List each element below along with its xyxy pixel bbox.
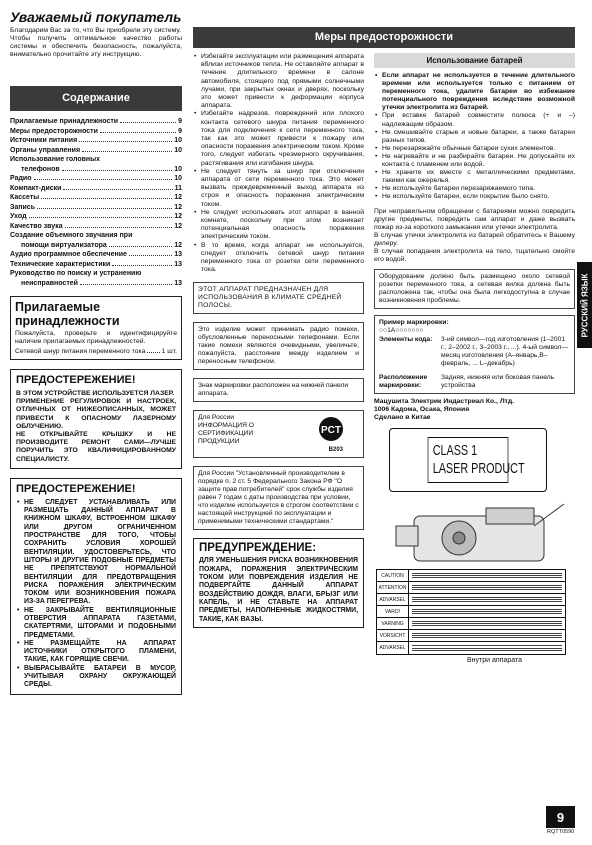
toc-page: 10 [174, 175, 182, 182]
precautions-title: Меры предосторожности [193, 27, 575, 48]
toc-label: Руководство по поиску и устранению [10, 270, 142, 277]
battery-item: • Не используйте батареи, если покрытие было снято. [374, 193, 575, 201]
cert-code: В203 [328, 447, 343, 454]
toc-label: Органы управления [10, 146, 81, 154]
toc-page: 10 [174, 137, 182, 144]
intro-line: Чтобы получить оптимальное качество работы системы и обеспечить безопасность, пожалуйста, внимательно прочитайте эту инструкцию. [10, 35, 182, 58]
warning-label-lang: ADVARSEL [377, 642, 409, 654]
intro-title: Уважаемый покупатель [10, 9, 182, 25]
moisture-warning-title: ПРЕДУПРЕЖДЕНИЕ: [199, 542, 317, 555]
radio-interference-note: Это изделие может принимать радио помехи, обусловленные переносными телефонами. Если такие помехи являются очевидными, увеличьте, пожалуйста, расстояние между изделием и переносным телефоном. [193, 322, 364, 370]
warning-label-row [377, 570, 565, 582]
middle-column [193, 53, 364, 628]
batteries-title: Использование батарей [374, 53, 575, 68]
accessories-text: Пожалуйста, проверьте и идентифицируйте наличие прилагаемых принадлежностей. [15, 330, 177, 345]
intro-text [10, 27, 182, 59]
toc-label: Источники питания [10, 137, 78, 144]
warning-label-row [377, 606, 565, 618]
toc-entry [10, 127, 182, 137]
moisture-warning-text: ДЛЯ УМЕНЬШЕНИЯ РИСКА ВОЗНИКНОВЕНИЯ ПОЖАРА, ПОРАЖЕНИЯ ЭЛЕКТРИЧЕСКИМ ТОКОМ ИЛИ ПОВРЕЖДЕНИЯ ИЗДЕЛИЯ НЕ ПОДВЕРГАЙТЕ ДАННЫЙ АППАРАТ ВОЗДЕЙСТВИЮ ДОЖДЯ, ВЛАГИ, БРЫЗГ ИЛИ КАПЕЛЬ, И НЕ СТАВЬТЕ НА АППАРАТ ПРЕДМЕТЫ, НАПОЛНЕННЫЕ ЖИДКОСТЯМИ, ТАКИЕ, КАК ВАЗЫ. [199, 557, 358, 623]
toc-entry [10, 269, 182, 279]
marking-location-label: Расположение маркировки: [379, 374, 428, 390]
gost-certification-icon [317, 416, 345, 442]
warning-label-lang: ATTENTION [377, 582, 409, 593]
toc-label: Качество звука [10, 222, 63, 230]
warning-label-lang: ADVARSEL [377, 594, 409, 605]
warning-item: • НЕ ЗАКРЫВАЙТЕ ВЕНТИЛЯЦИОННЫЕ ОТВЕРСТИЯ АППАРАТА ГАЗЕТАМИ, СКАТЕРТЯМИ, ШТОРАМИ И ПОДОБНЫМИ ПРЕДМЕТАМИ. [16, 607, 176, 640]
climate-note: ЭТОТ АППАРАТ ПРЕДНАЗНАЧЕН ДЛЯ ИСПОЛЬЗОВАНИЯ В КЛИМАТЕ СРЕДНЕЙ ПОЛОСЫ. [193, 282, 364, 314]
toc-entry [10, 203, 182, 213]
warning-label-row [377, 618, 565, 630]
laser-warning-title: ПРЕДОСТЕРЕЖЕНИЕ! [16, 374, 136, 386]
manufacturer-info [374, 398, 575, 422]
toc-entry [10, 184, 182, 194]
toc-entry [10, 231, 182, 241]
accessories-title: Прилагаемые принадлежности [15, 300, 120, 328]
warning-label-lang: VARNING [377, 618, 409, 629]
warning-item: • НЕ СЛЕДУЕТ УСТАНАВЛИВАТЬ ИЛИ РАЗМЕЩАТЬ ДАННЫЙ АППАРАТ В КНИЖНОМ ШКАФУ, ВСТРОЕННОМ ШКАФУ ИЛИ ДРУГОМ ОГРАНИЧЕННОМ ПРОСТРАНСТВЕ ДЛЯ ТОГО, ЧТОБЫ СОХРАНИТЬ УСЛОВИЯ ХОРОШЕЙ ВЕНТИЛЯЦИИ. УДОСТОВЕРЬТЕСЬ, ЧТО ШТОРЫ И ДРУГИЕ ПОДОБНЫЕ ПРЕДМЕТЫ НЕ ПРЕПЯТСТВУЮТ НОРМАЛЬНОЙ ВЕНТИЛЯЦИИ ДЛЯ ПРЕДОТВРАЩЕНИЯ РИСКА ПОРАЖЕНИЯ ЭЛЕКТРИЧЕСКИМ ТОКОМ ИЛИ ВОЗНИКНОВЕНИЯ ПОЖАРА ИЗ-ЗА ПЕРЕГРЕВА. [16, 499, 176, 607]
toc-entry [10, 146, 182, 156]
toc-entry [10, 165, 182, 175]
toc-label: неисправностей [21, 279, 78, 287]
toc-entry [10, 136, 182, 146]
toc-entry [10, 222, 182, 232]
precaution-item: • Избегайте надрезов, повреждений или плохого контакта сетевого шнура питания переменного тока для подключения к сети переменного тока, так как это может привести к пожару или опасности поражения электрическим током. Кроме того, следует избегать чрезмерного скручивания, растягивания или изгибания шнура. [193, 110, 364, 167]
ventilation-warning-list [16, 499, 176, 690]
warning-label-lang: VARO! [377, 606, 409, 617]
certification-box [193, 410, 364, 458]
toc-label: Прилагаемые принадлежности [10, 118, 119, 125]
intro-line: Благодарим Вас за то, что Вы приобрели эту систему. [10, 27, 181, 34]
cert-line: ПРОДУКЦИИ [198, 438, 240, 446]
service-life-note: Для России "Установленный производителем в порядке п. 2 ст. 5 Федерального Закона РФ "О защите прав потребителей" срок службы изделия равен 7 годам с даты производства при условии, что изделие используется в строгом соответствии с настоящей инструкцией по эксплуатации и применимыми техническими стандартами." [193, 466, 364, 530]
battery-item: • Не используйте батареи перезаряжаемого типа. [374, 185, 575, 193]
svg-text:PCT: PCT [321, 425, 341, 437]
right-column [374, 53, 575, 664]
precautions-list [193, 53, 364, 274]
toc-page: 12 [174, 222, 182, 230]
manufacturer-line: Сделано в Китае [374, 414, 431, 422]
precaution-item: • Не следует использовать этот аппарат в ванной комнате, поскольку при этом возникает потенциальная опасность поражения электрическим током. [193, 209, 364, 242]
warning-label-row [377, 582, 565, 594]
toc-entry [10, 155, 182, 165]
warning-item: • ВЫБРАСЫВАЙТЕ БАТАРЕИ В МУСОР, УЧИТЫВАЯ ОХРАНУ ОКРУЖАЮЩЕЙ СРЕДЫ. [16, 665, 176, 690]
toc-entry [10, 174, 182, 184]
toc-entry [10, 193, 182, 203]
warning-label-lang: VORSICHT [377, 630, 409, 641]
warning-label-sticker [376, 569, 566, 655]
moisture-warning-box [193, 538, 364, 627]
toc-page: 11 [174, 184, 182, 192]
marking-example-box [374, 315, 575, 394]
device-illustration [374, 496, 574, 564]
manufacturer-line: Мацушита Электрик Индастриал Ко., Лтд. [374, 398, 515, 406]
toc-entry [10, 212, 182, 222]
laser-warning-line: НЕ ОТКРЫВАЙТЕ КРЫШКУ И НЕ ПРОИЗВОДИТЕ РЕМОНТ САМИ—ЛУЧШЕ ПОРУЧИТЬ ЭТО КВАЛИФИЦИРОВАННОМУ СПЕЦИАЛИСТУ. [16, 431, 176, 463]
toc-label: Уход [10, 213, 27, 220]
battery-item: • Не нагревайте и не разбирайте батареи. Не допускайте их контакта с пламенем или водой. [374, 153, 575, 169]
document-code: RQTT0590 [547, 829, 575, 835]
toc-label: Технические характеристики [10, 260, 111, 268]
toc-label: Радио [10, 175, 32, 182]
laser-class-text: CLASS 1 [432, 442, 478, 460]
marking-example-label: Пример маркировки: [379, 319, 449, 327]
toc-label: Использование головных [10, 156, 101, 163]
toc-label: Компакт-диски [10, 184, 62, 192]
warning-label-row [377, 594, 565, 606]
battery-item: • Не храните их вместе с металлическими предметами, такими как ожерелья. [374, 169, 575, 185]
accessories-item-qty: 1 шт. [161, 348, 177, 355]
toc-page: 10 [174, 165, 182, 173]
marking-location-note: Знак маркировки расположен на нижней панели аппарата. [193, 378, 364, 402]
accessories-item-label: Сетевой шнур питания переменного тока [15, 348, 146, 355]
laser-warning-text [16, 390, 176, 464]
batteries-list [374, 72, 575, 202]
laser-class-label [389, 428, 547, 492]
warning-label-row [377, 630, 565, 642]
marking-example-value: ○○1А○○○○○○○ [379, 327, 424, 335]
laser-warning-line: ПРИМЕНЕНИЕ РЕГУЛИРОВОК И НАСТРОЕК, ОТЛИЧНЫХ ОТ НИЖЕОПИСАННЫХ, МОЖЕТ ПРИВЕСТИ К ОПАСНОМУ ЛАЗЕРНОМУ ОБЛУЧЕНИЮ. [16, 398, 176, 430]
page-number: 9 [546, 806, 575, 828]
ventilation-warning-title: ПРЕДОСТЕРЕЖЕНИЕ! [16, 482, 136, 495]
code-elements-label: Элементы кода: [379, 336, 433, 344]
toc-label: Создание объемного звучания при [10, 232, 133, 239]
toc-entry [10, 117, 182, 127]
warning-item: • НЕ РАЗМЕЩАЙТЕ НА АППАРАТ ИСТОЧНИКИ ОТКРЫТОГО ПЛАМЕНИ, ТАКИЕ, КАК ГОРЯЩИЕ СВЕЧИ. [16, 640, 176, 665]
ventilation-warning-box [10, 478, 182, 695]
toc-page: 13 [174, 279, 182, 287]
toc-page: 12 [174, 194, 182, 201]
toc-label: телефонов [21, 165, 60, 173]
outlet-note: Оборудование должно быть размещено около сетевой розетки переменного тока, а сетевая вилка должна быть расположена так, чтобы она была легкодоступна в случае возникновения проблемы. [374, 269, 575, 309]
battery-leak-text: В случае попадания электролита на тело, тщательно смойте его водой. [374, 247, 575, 264]
toc-label: Кассеты [10, 194, 40, 201]
warning-label-lang: CAUTION [377, 570, 409, 581]
precaution-item: • В то время, когда аппарат не используется, следует отключить сетевой шнур питания переменного тока от розетки сети переменного тока. [193, 242, 364, 275]
toc-label: Аудио программное обеспечение [10, 251, 127, 258]
toc-entry [10, 250, 182, 260]
code-elements-value: 3-ий символ—год изготовления (1–2001 г., 2–2002 г., 3–2003 г., ...). 4-ый символ—месяц изготовления (А–январь,В–февраль, ... L–декабрь) [441, 336, 569, 368]
toc-page: 9 [178, 118, 182, 125]
table-of-contents [10, 117, 182, 288]
battery-item: • При вставке батарей совместите полюса (+ и –) надлежащим образом. [374, 112, 575, 128]
toc-entry [10, 260, 182, 270]
battery-leak-text: В случае утечки электролита из батарей обратитесь к Вашему дилеру. [374, 231, 575, 247]
toc-page: 12 [174, 213, 182, 220]
precaution-item: • Не следует тянуть за шнур при отключении аппарата от сети переменного тока. Это может вызвать преждевременный выход аппарата из строя и опасность поражения электрическим током. [193, 168, 364, 209]
accessories-box [10, 296, 182, 360]
toc-page: 12 [174, 203, 182, 211]
laser-product-text: LASER PRODUCT [432, 460, 525, 478]
accessories-item [15, 348, 177, 356]
toc-label: Меры предосторожности [10, 127, 98, 135]
toc-entry [10, 279, 182, 289]
contents-title: Содержание [10, 86, 182, 111]
battery-item: • Если аппарат не используется в течение длительного времени или используется только с питанием от переменного тока, удалите батареи во избежание потенциального повреждения вследствие возможной утечки электролита из батарей. [374, 72, 575, 112]
cert-line: ИНФОРМАЦИЯ О [198, 422, 254, 430]
toc-page: 12 [174, 241, 182, 249]
battery-item: • Не смешивайте старые и новые батареи, а также батареи разных типов. [374, 129, 575, 145]
toc-page: 13 [174, 251, 182, 258]
toc-page: 13 [174, 260, 182, 268]
toc-entry [10, 241, 182, 251]
battery-item: • Не перезаряжайте обычные батареи сухих элементов. [374, 145, 575, 153]
battery-misuse-text: При неправильном обращении с батареями можно повредить другие предметы, повредить сам аппарат и даже вызвать пожар из-за короткого замыкания или утечки электролита. [374, 207, 575, 231]
laser-warning-box [10, 369, 182, 469]
manufacturer-line: 1006 Кадома, Осака, Япония [374, 406, 470, 414]
left-column [10, 10, 182, 695]
toc-page: 9 [178, 127, 182, 135]
language-tab [577, 262, 592, 348]
toc-page: 10 [174, 146, 182, 154]
laser-warning-line: В ЭТОМ УСТРОЙСТВЕ ИСПОЛЬЗУЕТСЯ ЛАЗЕР. [16, 390, 175, 397]
marking-location-value: Задняя, нижняя или боковая панель устройства [441, 374, 555, 390]
warning-label-row [377, 642, 565, 654]
toc-label: Запись [10, 203, 36, 211]
inside-caption: Внутри аппарата [466, 657, 522, 665]
precaution-item: • Избегайте эксплуатации или размещения аппарата вблизи источников тепла. Не оставляйте аппарат в течение длительного времени в салоне автомобиля, стоящего под прямыми солнечными лучами, при закрытых окнах и дверях, поскольку это может привести к деформации корпуса аппарата. [193, 53, 364, 110]
toc-label: помощи виртуализатора [21, 241, 107, 249]
language-tab-label: РУССКИЙ ЯЗЫК [580, 273, 589, 337]
cert-line: СЕРТИФИКАЦИИ [198, 430, 254, 438]
cert-line: Для России [198, 414, 234, 422]
